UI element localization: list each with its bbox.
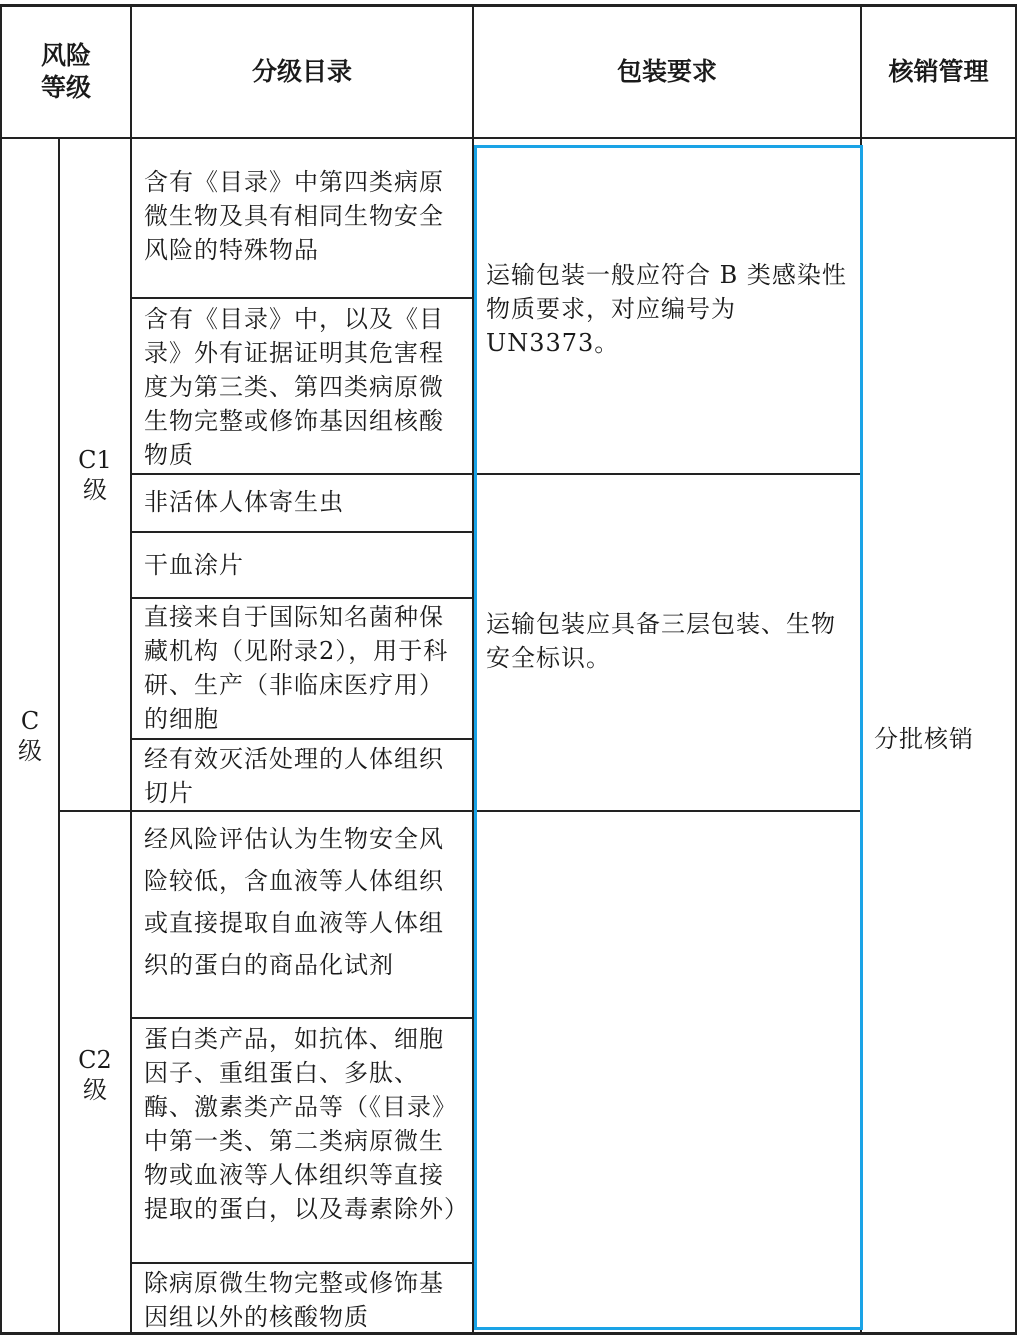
c1-item: 非活体人体寄生虫 [144, 488, 344, 516]
c1-item: 直接来自于国际知名菌种保藏机构（见附录2），用于科研、生产（非临床医疗用）的细胞 [144, 603, 449, 733]
c2-item: 除病原微生物完整或修饰基因组以外的核酸物质 [144, 1269, 444, 1331]
packaging-requirement-c1-group2: 运输包装应具备三层包装、生物安全标识。 [486, 610, 836, 672]
header-risk-level: 风险 等级 [40, 41, 91, 102]
c2-level-label: C2 级 [78, 1046, 112, 1104]
header-catalog: 分级目录 [251, 57, 352, 86]
c1-level-label: C1 级 [78, 446, 112, 504]
writeoff-management: 分批核销 [874, 725, 974, 753]
c1-item: 含有《目录》中第四类病原微生物及具有相同生物安全风险的特殊物品 [144, 168, 444, 264]
c1-item: 干血涂片 [144, 551, 244, 579]
risk-class-c: C 级 [18, 706, 42, 765]
header-packaging: 包装要求 [616, 57, 717, 86]
c2-item: 经风险评估认为生物安全风险较低，含血液等人体组织或直接提取自血液等人体组织的蛋白的商品化试剂 [144, 825, 444, 979]
c1-item: 含有《目录》中，以及《目录》外有证据证明其危害程度为第三类、第四类病原微生物完整或修饰基因组核酸物质 [144, 305, 444, 469]
packaging-requirement-c1-group1: 运输包装一般应符合 B 类感染性物质要求，对应编号为 UN3373。 [486, 261, 847, 357]
c1-item: 经有效灭活处理的人体组织切片 [144, 745, 444, 807]
header-writeoff: 核销管理 [888, 57, 989, 86]
c2-item: 蛋白类产品，如抗体、细胞因子、重组蛋白、多肽、酶、激素类产品等（《目录》中第一类、第二类病原微生物或血液等人体组织等直接提取的蛋白，以及毒素除外） [144, 1025, 469, 1223]
